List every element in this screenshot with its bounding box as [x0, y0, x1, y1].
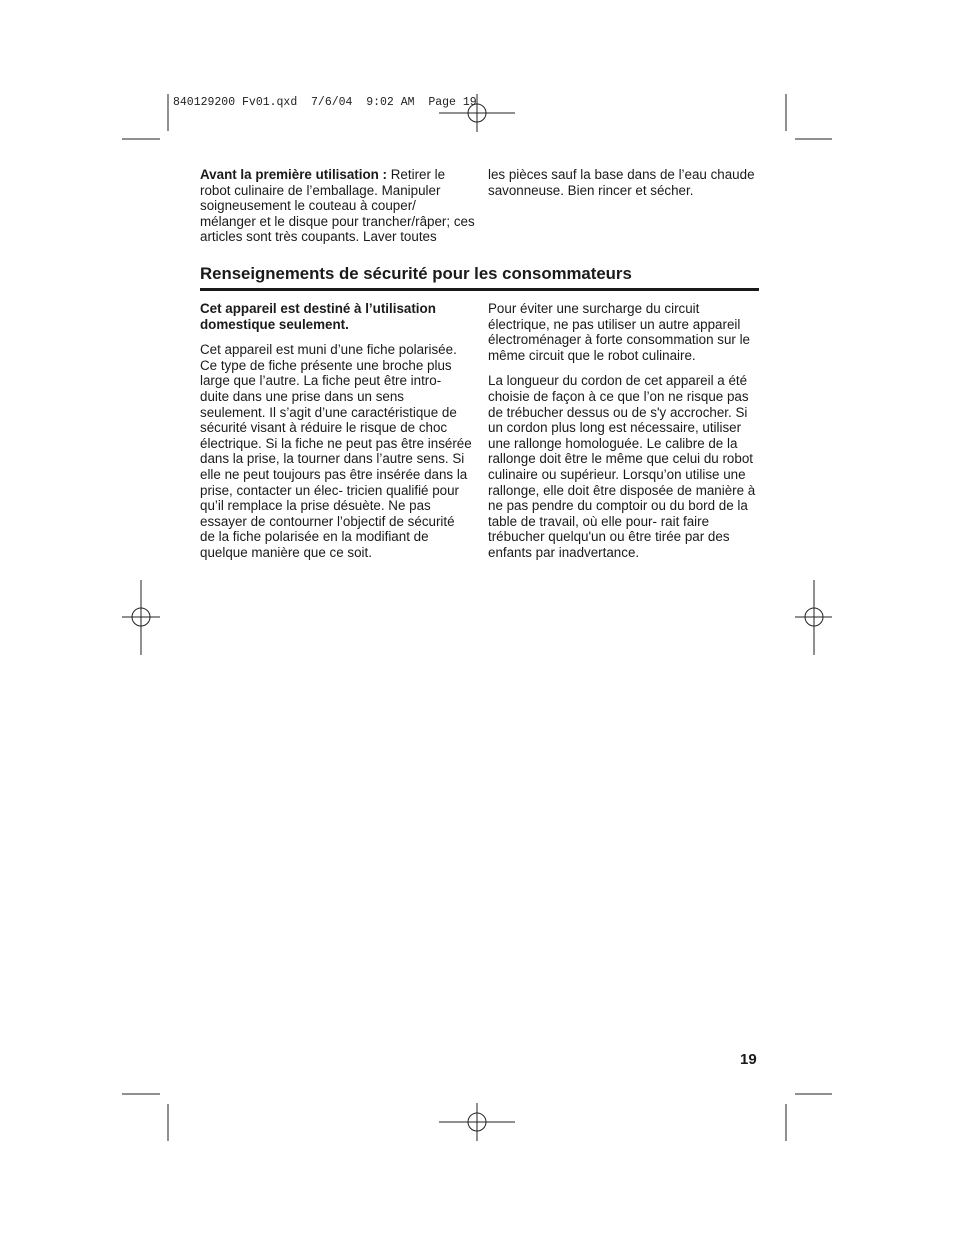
section-column-right — [488, 301, 762, 561]
polarized-plug-paragraph: Cet appareil est muni d’une fiche polarisée. Ce type de fiche présente une broche plus large que l’autre. La fiche peut être intro- duite dans une prise dans un sens seulement. Il s’agit d’une caractéristique de sécurité visant à réduire le risque de choc électrique. Si la fiche ne peut pas être insérée dans la prise, la tourner dans l’autre sens. Si elle ne peut toujours pas être insérée dans la prise, contacter un élec- tricien qualifié pour qu’il remplace la prise désuète. Ne pas essayer de contourner l’objectif de sécurité de la fiche polarisée en la modifiant de quelque manière que ce soit. — [200, 342, 472, 560]
intro-column-right — [488, 167, 760, 198]
domestic-use-notice: Cet appareil est destiné à l’utilisation domestique seulement. — [200, 301, 436, 332]
page-number: 19 — [740, 1051, 757, 1068]
section-column-left — [200, 301, 472, 561]
intro-column-left — [200, 167, 475, 245]
intro-paragraph-left — [200, 167, 475, 245]
print-slug-line: 840129200 Fv01.qxd 7/6/04 9:02 AM Page 19 — [173, 96, 477, 109]
circuit-overload-paragraph: Pour éviter une surcharge du circuit électrique, ne pas utiliser un autre appareil électroménager à forte consommation sur le même circuit que le robot culinaire. — [488, 301, 750, 363]
section-title: Renseignements de sécurité pour les consommateurs — [200, 264, 759, 291]
intro-text-right: les pièces sauf la base dans de l’eau chaude savonneuse. Bien rincer et sécher. — [488, 167, 755, 198]
intro-text-left: Retirer le robot culinaire de l’emballage. Manipuler soigneusement le couteau à couper/ mélanger et le disque pour trancher/râper; ces articles sont très coupants. Laver toutes — [200, 167, 475, 245]
cord-length-paragraph: La longueur du cordon de cet appareil a été choisie de façon à ce que l’on ne risque pas de trébucher dessus ou de s'y accrocher. Si un cordon plus long est nécessaire, utiliser une rallonge homologuée. Le calibre de la rallonge doit être le même que celui du robot culinaire ou supérieur. Lorsqu’on utilise une rallonge, elle doit être disposée de manière à ne pas pendre du comptoir ou du bord de la table de travail, où elle pour- rait faire trébucher quelqu'un ou être tirée par des enfants par inadvertance. — [488, 373, 756, 560]
intro-lead: Avant la première utilisation : — [200, 167, 388, 182]
